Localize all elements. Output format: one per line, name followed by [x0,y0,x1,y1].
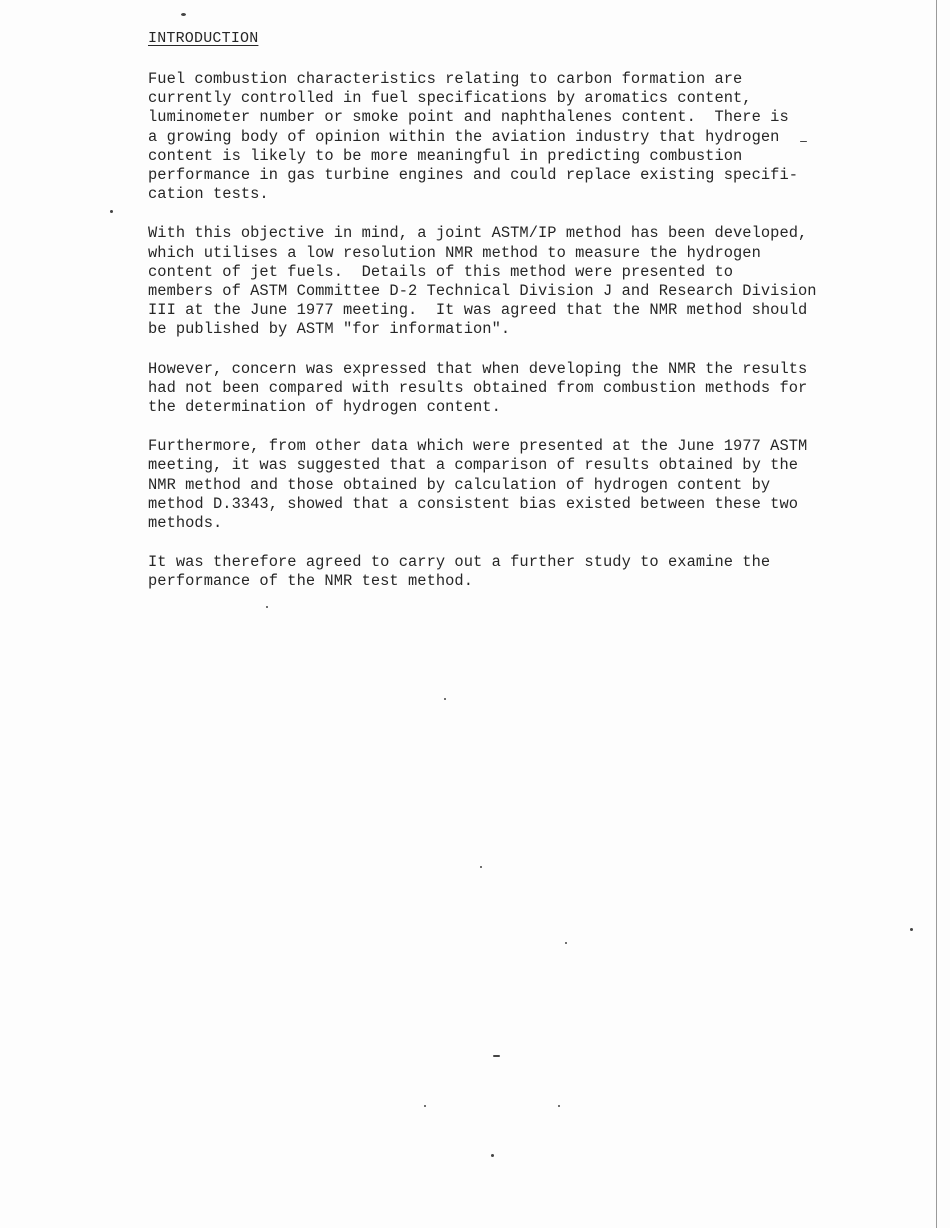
text-line: performance in gas turbine engines and could replace existing specifi- [148,166,799,185]
scan-speck [424,1105,426,1107]
scan-speck [181,13,186,16]
text-line: had not been compared with results obtained from combustion methods for [148,378,808,397]
text-line: It was therefore agreed to carry out a further study to examine the [148,553,771,572]
scan-speck [910,928,913,931]
text-line: currently controlled in fuel specifications by aromatics content, [148,89,752,108]
text-line: However, concern was expressed that when developing the NMR the results [148,359,808,378]
scan-speck [444,698,446,700]
text-line: With this objective in mind, a joint ASTM/IP method has been developed, [148,224,808,243]
text-line: NMR method and those obtained by calculation of hydrogen content by [148,475,771,494]
text-line: which utilises a low resolution NMR method to measure the hydrogen [148,243,761,262]
text-line: Fuel combustion characteristics relating to carbon formation are [148,70,743,88]
scan-speck [493,1055,500,1057]
scan-speck [480,866,482,868]
text-line: luminometer number or smoke point and naphthalenes content. There is [148,108,789,127]
scan-speck [491,1154,494,1157]
text-line: meeting, it was suggested that a comparison of results obtained by the [148,456,799,475]
text-line: be published by ASTM "for information". [148,320,511,339]
text-line: Furthermore, from other data which were presented at the June 1977 ASTM [148,437,808,456]
body-text [148,70,848,612]
paragraph-fuel-combustion [148,70,848,204]
scan-speck [110,210,113,213]
text-line: methods. [148,514,223,533]
text-line: a growing body of opinion within the aviation industry that hydrogen [148,127,780,146]
scan-speck [266,606,268,608]
text-line: content of jet fuels. Details of this method were presented to [148,262,734,281]
text-line: III at the June 1977 meeting. It was agreed that the NMR method should [148,301,808,320]
section-heading: INTRODUCTION [148,30,259,47]
text-line: cation tests. [148,185,269,204]
scan-edge-line [936,0,937,1228]
scan-speck [565,942,567,944]
text-line: method D.3343, showed that a consistent bias existed between these two [148,494,799,513]
scan-speck [558,1105,560,1107]
text-line: content is likely to be more meaningful in predicting combustion [148,146,743,165]
scan-speck [800,141,807,142]
paragraph-objective [148,224,848,339]
text-line: the determination of hydrogen content. [148,398,501,417]
paragraph-concern [148,360,848,418]
text-line: performance of the NMR test method. [148,572,474,591]
paragraph-furthermore [148,437,848,533]
paragraph-conclusion [148,553,848,591]
text-line: members of ASTM Committee D-2 Technical Division J and Research Division [148,282,817,301]
